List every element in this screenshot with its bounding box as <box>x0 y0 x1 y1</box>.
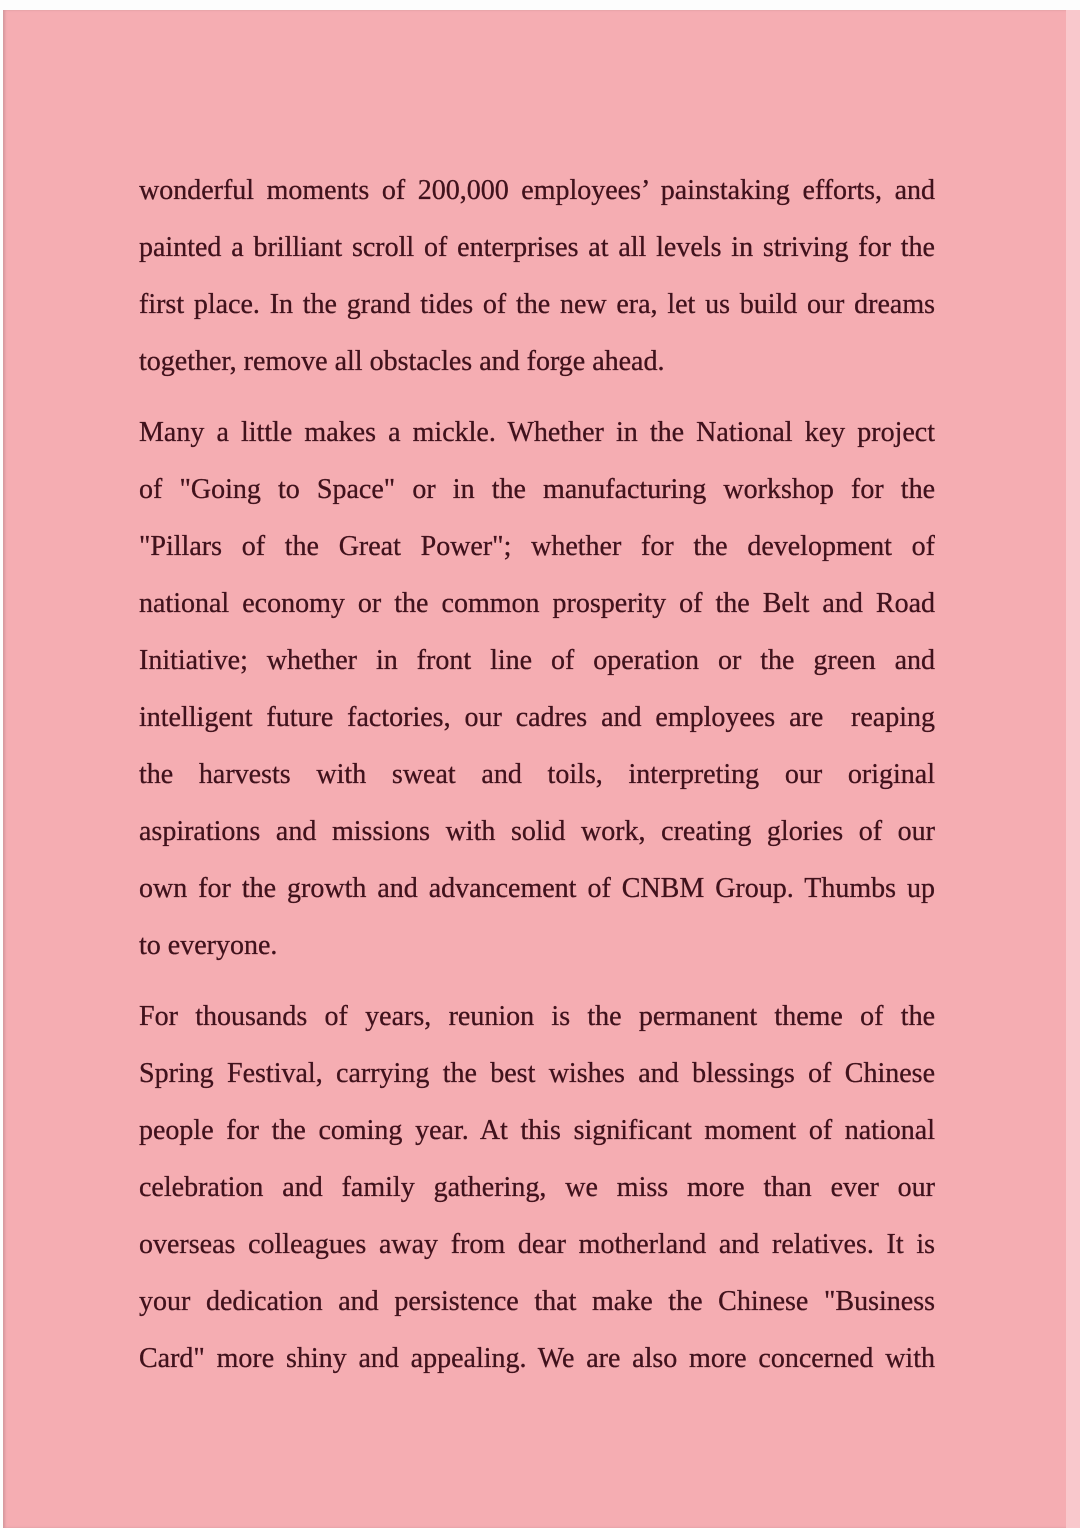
text-line: of "Going to Space" or in the manufacturing workshop for the <box>139 474 935 505</box>
paragraph <box>139 988 935 1387</box>
text-line: wonderful moments of 200,000 employees’ painstaking efforts, and <box>139 175 935 206</box>
text-line: your dedication and persistence that make the Chinese "Business <box>139 1286 935 1317</box>
text-line: the harvests with sweat and toils, interpreting our original <box>139 759 935 790</box>
page-sheet <box>3 10 1080 1528</box>
text-line: "Pillars of the Great Power"; whether for the development of <box>139 531 935 562</box>
text-line: national economy or the common prosperity of the Belt and Road <box>139 588 935 619</box>
document-text <box>139 162 935 1387</box>
text-line: Card" more shiny and appealing. We are also more concerned with <box>139 1343 935 1374</box>
text-line: own for the growth and advancement of CNBM Group. Thumbs up <box>139 873 935 904</box>
text-line: celebration and family gathering, we miss more than ever our <box>139 1172 935 1203</box>
text-line: Spring Festival, carrying the best wishes and blessings of Chinese <box>139 1058 935 1089</box>
text-line: For thousands of years, reunion is the permanent theme of the <box>139 1001 935 1032</box>
page-edge-highlight <box>1066 10 1080 1528</box>
text-line: Many a little makes a mickle. Whether in the National key project <box>139 417 935 448</box>
text-line: aspirations and missions with solid work, creating glories of our <box>139 816 935 847</box>
text-line: painted a brilliant scroll of enterprises at all levels in striving for the <box>139 232 935 263</box>
text-line: Initiative; whether in front line of operation or the green and <box>139 645 935 676</box>
text-line: overseas colleagues away from dear motherland and relatives. It is <box>139 1229 935 1260</box>
text-line: together, remove all obstacles and forge ahead. <box>139 346 665 377</box>
text-line: first place. In the grand tides of the new era, let us build our dreams <box>139 289 935 320</box>
paragraph <box>139 162 935 390</box>
text-line: intelligent future factories, our cadres and employees are reaping <box>139 702 935 733</box>
paragraph <box>139 404 935 974</box>
text-line: people for the coming year. At this significant moment of national <box>139 1115 935 1146</box>
text-line: to everyone. <box>139 930 278 961</box>
